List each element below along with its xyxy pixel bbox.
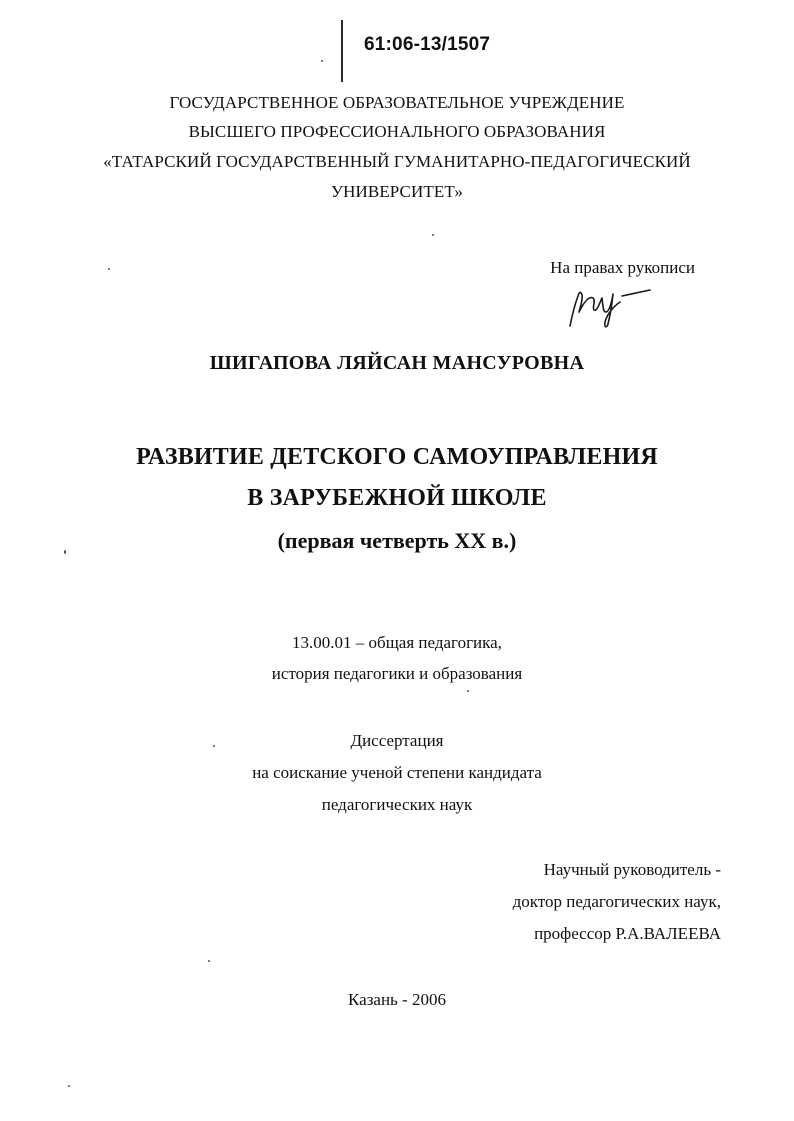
advisor-degree: доктор педагогических наук, bbox=[512, 892, 721, 911]
institution-line-1: ГОСУДАРСТВЕННОЕ ОБРАЗОВАТЕЛЬНОЕ УЧРЕЖДЕНИЕ bbox=[169, 93, 625, 112]
scan-speck bbox=[467, 690, 469, 692]
degree-type: Диссертация bbox=[350, 731, 444, 750]
scan-speck bbox=[64, 550, 66, 554]
advisor-role: Научный руководитель - bbox=[543, 860, 721, 879]
scan-speck bbox=[321, 60, 323, 62]
author-name: ШИГАПОВА ЛЯЙСАН МАНСУРОВНА bbox=[209, 352, 585, 374]
title-line-1: РАЗВИТИЕ ДЕТСКОГО САМОУПРАВЛЕНИЯ bbox=[136, 444, 658, 470]
scan-speck bbox=[213, 745, 215, 747]
title-line-2: В ЗАРУБЕЖНОЙ ШКОЛЕ bbox=[247, 485, 547, 511]
institution-line-3: «ТАТАРСКИЙ ГОСУДАРСТВЕННЫЙ ГУМАНИТАРНО-ПЕДАГОГИЧЕСКИЙ bbox=[103, 152, 691, 171]
signature-mark bbox=[562, 282, 652, 330]
scan-speck bbox=[108, 268, 110, 270]
degree-field: педагогических наук bbox=[321, 795, 473, 814]
specialty-name: история педагогики и образования bbox=[271, 664, 523, 683]
specialty-code: 13.00.01 – общая педагогика, bbox=[292, 633, 502, 652]
scan-speck bbox=[68, 1085, 70, 1087]
archive-code: 61:06-13/1507 bbox=[364, 34, 491, 55]
degree-purpose: на соискание ученой степени кандидата bbox=[252, 763, 542, 782]
scan-speck bbox=[208, 960, 210, 962]
advisor-name: профессор Р.А.ВАЛЕЕВА bbox=[534, 924, 721, 943]
place-year: Казань - 2006 bbox=[348, 990, 446, 1009]
stamp-divider bbox=[341, 20, 343, 82]
manuscript-note: На правах рукописи bbox=[550, 258, 695, 277]
title-period: (первая четверть XX в.) bbox=[277, 528, 517, 553]
institution-line-4: УНИВЕРСИТЕТ» bbox=[330, 182, 463, 201]
scan-speck bbox=[432, 234, 434, 236]
institution-line-2: ВЫСШЕГО ПРОФЕССИОНАЛЬНОГО ОБРАЗОВАНИЯ bbox=[188, 122, 606, 141]
